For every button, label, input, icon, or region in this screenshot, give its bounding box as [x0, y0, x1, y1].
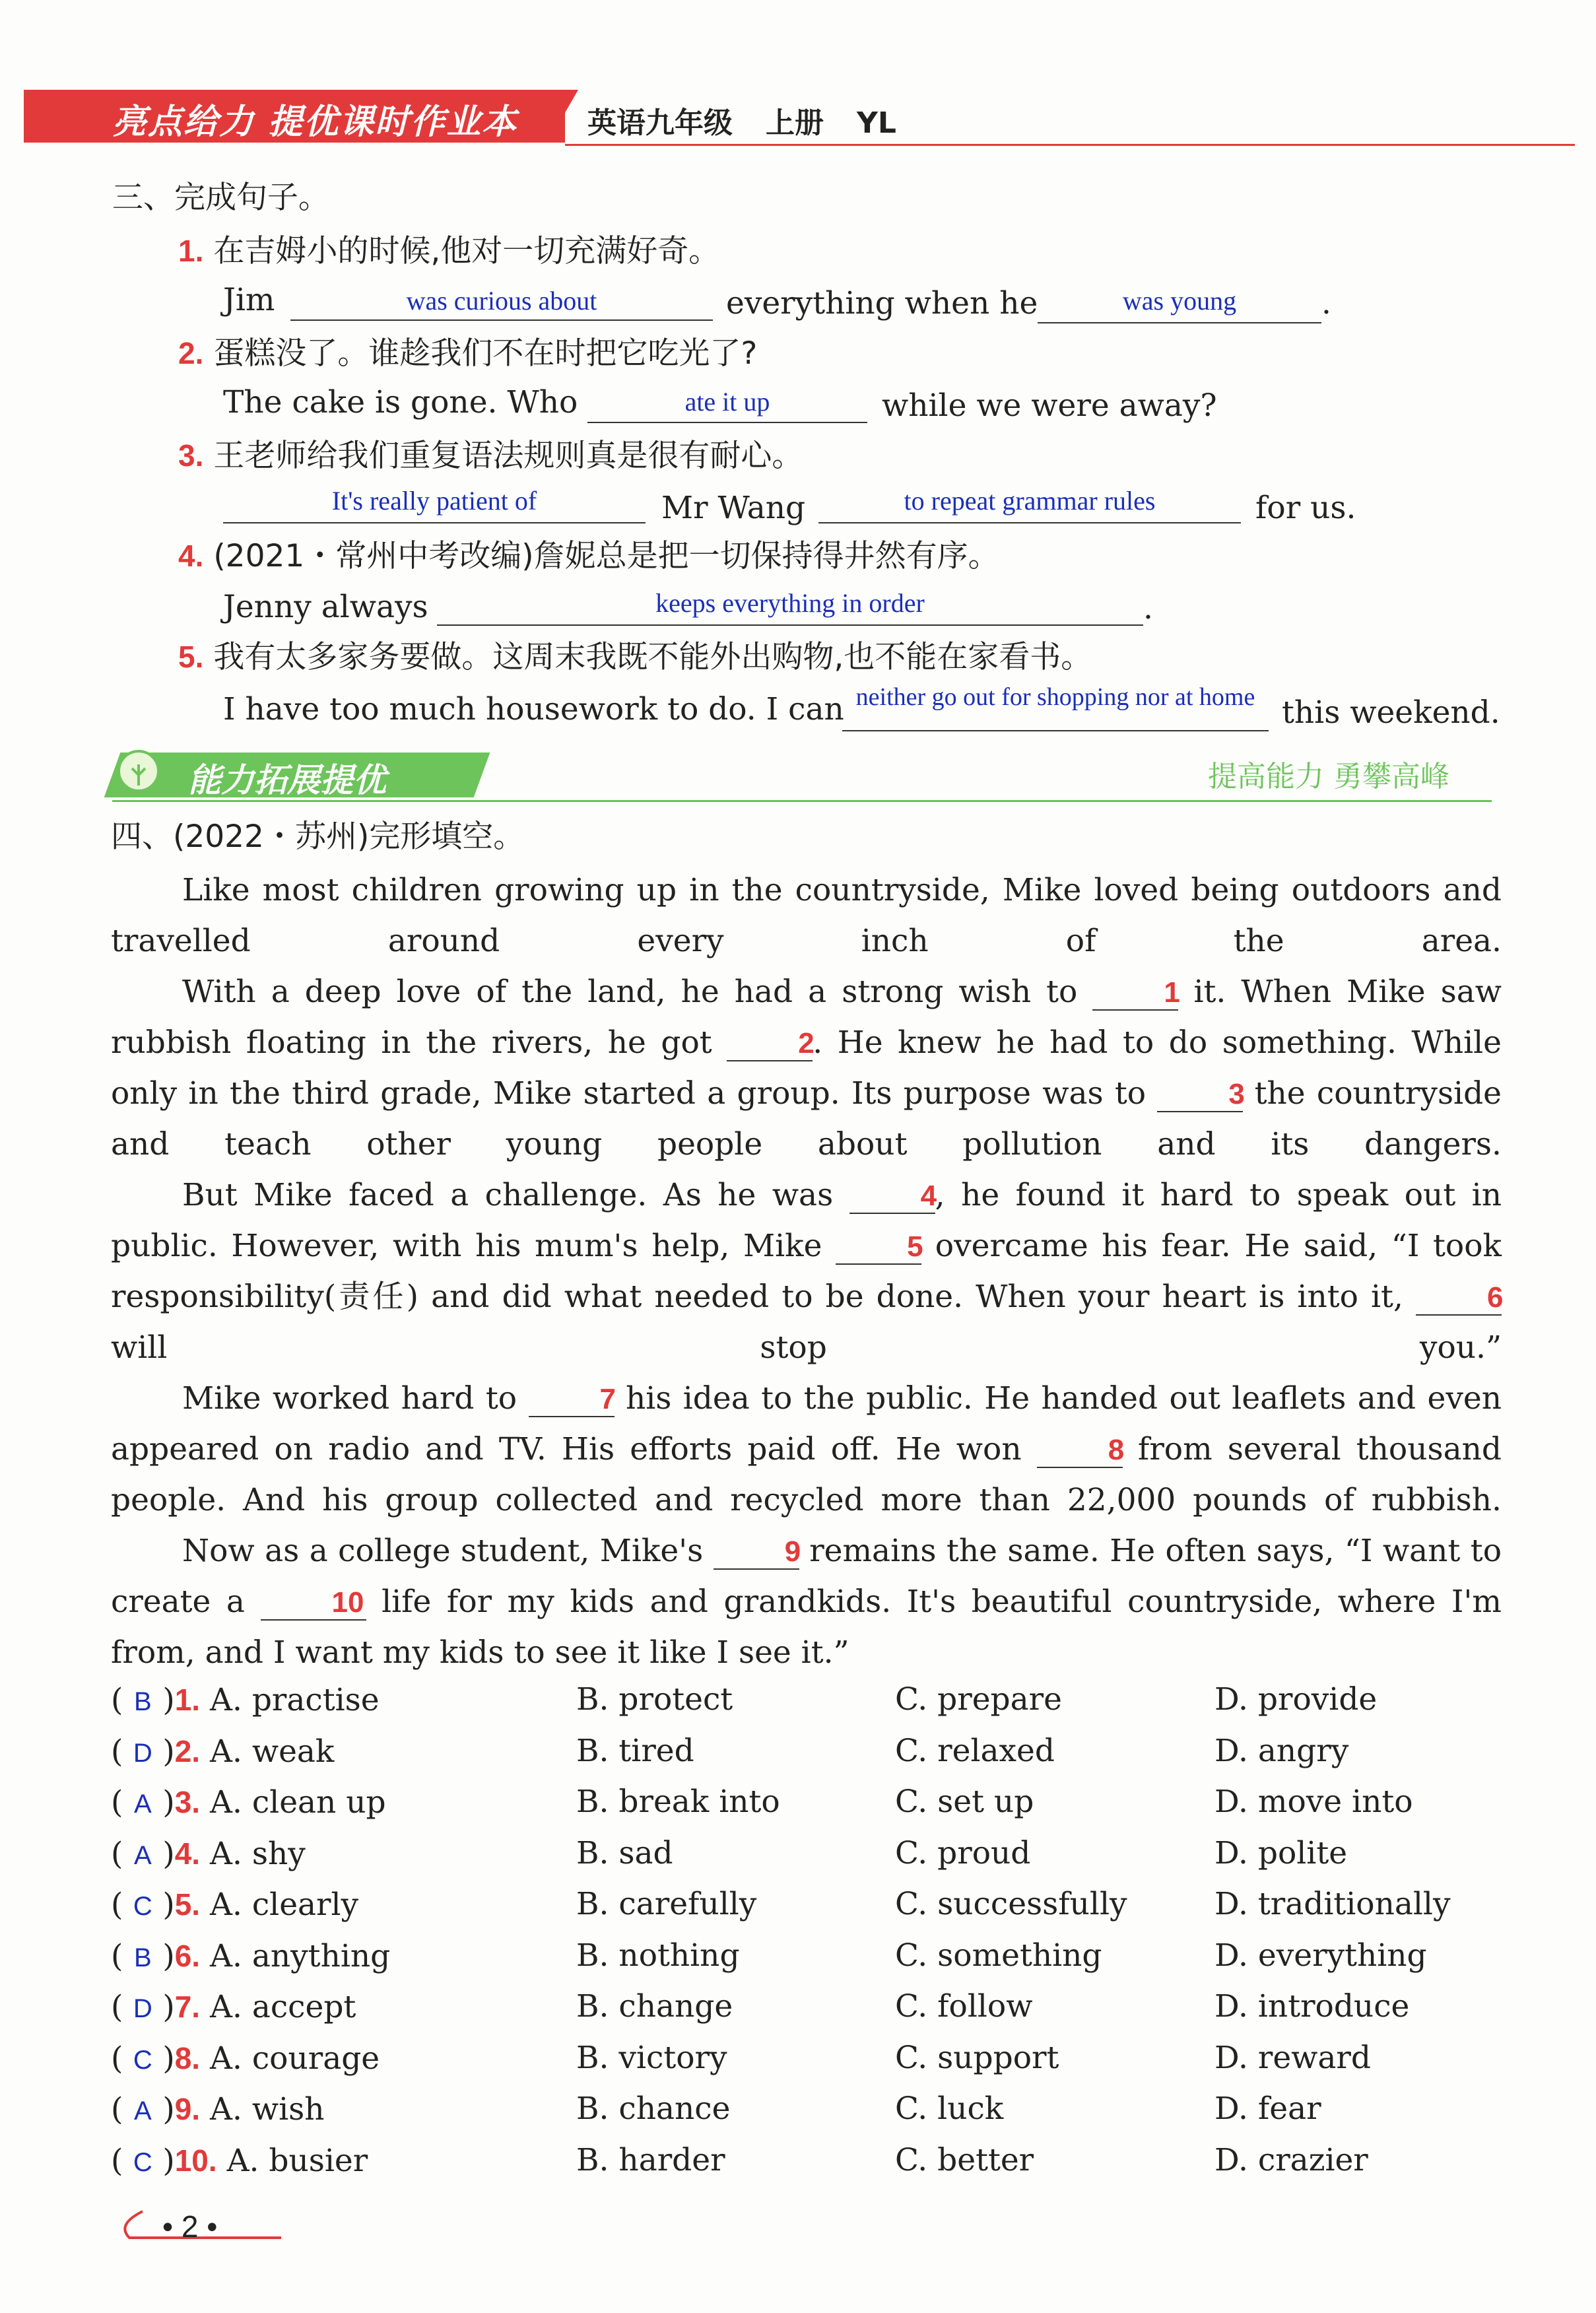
option-d: D. polite — [1214, 1834, 1348, 1871]
answer-letter: A — [134, 1790, 152, 1819]
s3-item5-en-b: this weekend. — [1282, 694, 1500, 731]
answer-letter: D — [133, 1994, 152, 2023]
option-c: C. luck — [895, 2091, 1004, 2127]
header-title: 亮点给力 提优课时作业本 — [112, 102, 518, 142]
option-b: B. sad — [576, 1834, 673, 1871]
option-c: C. prepare — [895, 1681, 1062, 1718]
option-d: D. fear — [1214, 2091, 1321, 2127]
section3-heading: 三、完成句子。 — [112, 180, 329, 216]
option-c: C. proud — [895, 1834, 1031, 1871]
cloze-p5: Now as a college student, Mike's 9 remains the same. He often says, “I want to create a 10 life for my kids and grandkids. It's beautiful countryside, where I'm from, and I want my kids to see it like I see it.” — [111, 1533, 1502, 1671]
option-d: D. provide — [1214, 1681, 1378, 1718]
s3-item1-en-a: Jim — [223, 282, 275, 318]
s3-item1-zh: 1. 在吉姆小的时候,他对一切充满好奇。 — [178, 233, 720, 269]
option-d: D. reward — [1214, 2039, 1371, 2076]
cloze-passage — [111, 865, 1502, 1678]
cloze-blank-6: 6 — [1416, 1281, 1502, 1316]
option-c: C. set up — [895, 1784, 1034, 1820]
option-c: C. better — [895, 2141, 1034, 2178]
cloze-blank-1: 1 — [1092, 976, 1178, 1011]
option-b: B. chance — [576, 2091, 731, 2127]
option-c: C. relaxed — [895, 1732, 1055, 1769]
cloze-p2: With a deep love of the land, he had a strong wish to 1 it. When Mike saw rubbish floating in the rivers, he got 2. He knew he had to do something. While only in the third grade, Mike started a group. Its purpose was to 3 the countryside and teach other young people about pollution and its dangers. — [111, 974, 1502, 1162]
option-d: D. traditionally — [1214, 1886, 1451, 1922]
s3-item2-zh: 2. 蛋糕没了。谁趁我们不在时把它吃光了? — [178, 335, 758, 372]
option-d: D. move into — [1214, 1784, 1413, 1820]
band-rule — [112, 800, 1492, 802]
s3-item3-en-a: Mr Wang — [661, 490, 806, 526]
s3-item3-blank1: It's really patient of — [223, 485, 646, 523]
option-b: B. carefully — [576, 1886, 757, 1922]
option-b: B. nothing — [576, 1937, 740, 1974]
header-rule — [565, 144, 1575, 146]
option-b: B. change — [576, 1988, 733, 2025]
header-subtitle — [587, 99, 929, 141]
option-b: B. protect — [576, 1681, 733, 1718]
option-d: D. crazier — [1214, 2141, 1368, 2178]
s3-item3-blank2: to repeat grammar rules — [818, 485, 1241, 523]
answer-letter: B — [134, 1687, 152, 1716]
s3-item2-en-b: while we were away? — [882, 387, 1217, 424]
option-b: B. tired — [576, 1732, 694, 1769]
cloze-blank-10: 10 — [261, 1586, 366, 1621]
s3-item4-en-a: Jenny always — [223, 589, 428, 625]
header-volume: 上册 — [766, 106, 824, 140]
option-c: C. something — [895, 1937, 1102, 1974]
cloze-blank-8: 8 — [1037, 1434, 1123, 1468]
section4-heading: 四、(2022・苏州)完形填空。 — [111, 819, 525, 855]
cloze-p4: Mike worked hard to 7 his idea to the public. He handed out leaflets and even appeared on radio and TV. His efforts paid off. He won 8 from several thousand people. And his group collected and recycled more than 22,000 pounds of rubbish. — [111, 1380, 1502, 1518]
s3-item1-en-c: . — [1321, 285, 1331, 321]
answer-letter: B — [134, 1943, 152, 1972]
cloze-blank-5: 5 — [836, 1230, 921, 1265]
s3-item4-en-b: . — [1143, 590, 1153, 626]
option-d: D. introduce — [1214, 1988, 1410, 2025]
option-c: C. follow — [895, 1988, 1033, 2025]
answer-letter: C — [133, 2147, 152, 2177]
option-c: C. successfully — [895, 1886, 1127, 1922]
cloze-blank-7: 7 — [529, 1383, 615, 1417]
s3-item5-en-a: I have too much housework to do. I can — [223, 691, 844, 727]
cloze-p1: Like most children growing up in the countryside, Mike loved being outdoors and travelled around every inch of the area. — [111, 872, 1502, 959]
band-title: 能力拓展提优 — [188, 761, 386, 799]
option-b: B. victory — [576, 2039, 727, 2076]
s3-item3-zh: 3. 王老师给我们重复语法规则真是很有耐心。 — [178, 438, 803, 474]
option-b: B. break into — [576, 1784, 780, 1820]
answer-letter: C — [133, 2045, 152, 2075]
cloze-blank-3: 3 — [1157, 1078, 1243, 1112]
cloze-blank-2: 2 — [727, 1027, 813, 1061]
cloze-blank-4: 4 — [849, 1180, 935, 1214]
header-subject: 英语九年级 — [587, 106, 733, 140]
option-d: D. everything — [1214, 1937, 1427, 1974]
answer-letter: C — [133, 1892, 152, 1921]
s3-item4-blank1: keeps everything in order — [437, 587, 1143, 626]
page-number: • 2 • — [162, 2209, 218, 2244]
s3-item4-zh: 4. (2021・常州中考改编)詹妮总是把一切保持得井然有序。 — [178, 538, 999, 574]
s3-item1-num: 1. — [178, 234, 204, 268]
header-notch — [548, 90, 578, 143]
s3-item5-zh: 5. 我有太多家务要做。这周末我既不能外出购物,也不能在家看书。 — [178, 639, 1092, 675]
s3-item1-blank2: was young — [1038, 285, 1321, 323]
option-c: C. support — [895, 2039, 1059, 2076]
option-b: B. harder — [576, 2141, 725, 2178]
s3-item2-blank1: ate it up — [587, 386, 867, 423]
option-d: D. angry — [1214, 1732, 1349, 1769]
band-slogan: 提高能力 勇攀高峰 — [1208, 760, 1449, 793]
cloze-blank-9: 9 — [714, 1535, 799, 1570]
cloze-p3: But Mike faced a challenge. As he was 4, he found it hard to speak out in public. However, with his mum's help, Mike 5 overcame his fear. He said, “I took responsibility(责任) and did what needed to be done. When your heart is into it, 6 will stop you.” — [111, 1177, 1504, 1366]
answer-letter: A — [134, 2096, 152, 2126]
s3-item1-blank1: was curious about — [290, 285, 713, 321]
s3-item2-en-a: The cake is gone. Who — [223, 384, 578, 420]
answer-letter: D — [133, 1738, 152, 1768]
s3-item5-blank1: neither go out for shopping nor at home — [842, 684, 1269, 731]
s3-item1-en-b: everything when he — [726, 285, 1038, 321]
s3-item3-en-b: for us. — [1255, 490, 1356, 526]
header-edition: YL — [857, 106, 896, 140]
answer-letter: A — [134, 1840, 152, 1870]
lightbulb-icon — [112, 745, 165, 804]
